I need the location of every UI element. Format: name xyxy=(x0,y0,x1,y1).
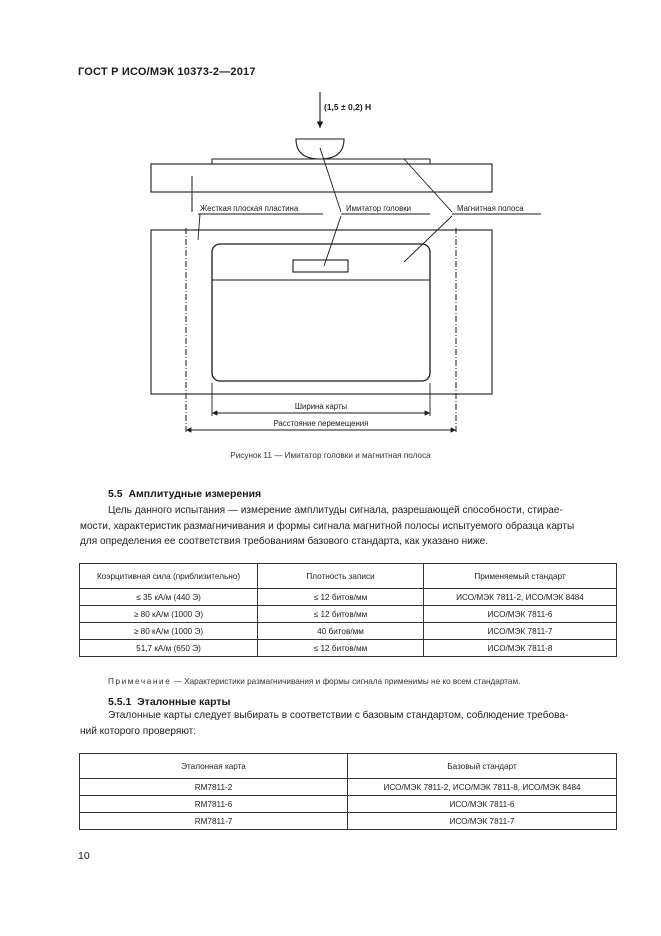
travel-distance-label: Расстояние перемещения xyxy=(273,419,369,428)
table-cell: ≤ 35 кА/м (440 Э) xyxy=(80,589,258,606)
table-row xyxy=(80,779,617,796)
table-cell: ≤ 12 битов/мм xyxy=(258,589,424,606)
force-label: (1,5 ± 0,2) Н xyxy=(324,102,372,112)
coercivity-table xyxy=(79,563,617,657)
table-header-cell: Эталонная карта xyxy=(80,754,348,779)
magnetic-stripe-label: Магнитная полоса xyxy=(457,204,524,213)
table-cell: RM7811-2 xyxy=(80,779,348,796)
subsection-title: Эталонные карты xyxy=(137,696,231,708)
section-number: 5.5 xyxy=(108,488,123,500)
table-row xyxy=(80,796,617,813)
note-text: — Характеристики размагничивания и формы сигнала применимы не ко всем стандартам. xyxy=(173,677,521,686)
table-header-cell: Коэрцитивная сила (приблизительно) xyxy=(80,564,258,589)
note-label: Примечание xyxy=(108,677,172,686)
rigid-plate-label: Жесткая плоская пластина xyxy=(200,204,299,213)
table-cell: 51,7 кА/м (650 Э) xyxy=(80,640,258,657)
section-heading xyxy=(108,488,261,500)
subsection-heading xyxy=(108,696,231,708)
table-row xyxy=(80,640,617,657)
table-header-row xyxy=(80,754,617,779)
figure-caption: Рисунок 11 — Имитатор головки и магнитная полоса xyxy=(230,451,431,460)
document-header: ГОСТ Р ИСО/МЭК 10373-2—2017 xyxy=(78,66,256,78)
table-cell: 40 битов/мм xyxy=(258,623,424,640)
subsection-number: 5.5.1 xyxy=(108,696,132,708)
table-cell: RM7811-7 xyxy=(80,813,348,830)
head-simulator-label: Имитатор головки xyxy=(346,204,412,213)
paragraph-line: ний которого проверяют: xyxy=(80,725,197,737)
table-cell: ≥ 80 кА/м (1000 Э) xyxy=(80,623,258,640)
reference-cards-table xyxy=(79,753,617,830)
section-paragraph xyxy=(80,503,615,550)
page-number: 10 xyxy=(78,850,90,862)
paragraph-line: для определения ее соответствия требованиям базового стандарта, как указано ниже. xyxy=(80,536,489,547)
table-row xyxy=(80,813,617,830)
table-row xyxy=(80,623,617,640)
table-cell: ИСО/МЭК 7811-7 xyxy=(348,813,617,830)
paragraph-line: мости, характеристик размагничивания и формы сигнала магнитной полосы испытуемого образца карты xyxy=(80,520,575,532)
rigid-plate xyxy=(151,164,492,192)
table-cell: ≤ 12 битов/мм xyxy=(258,606,424,623)
table-header-cell: Применяемый стандарт xyxy=(424,564,617,589)
table-cell: ИСО/МЭК 7811-2, ИСО/МЭК 7811-8, ИСО/МЭК 8484 xyxy=(348,779,617,796)
head-window xyxy=(293,260,348,272)
table-header-cell: Плотность записи xyxy=(258,564,424,589)
table-header-row xyxy=(80,564,617,589)
table-cell: ИСО/МЭК 7811-6 xyxy=(348,796,617,813)
section-title: Амплитудные измерения xyxy=(128,488,262,500)
head-simulator-figure xyxy=(0,0,661,450)
table-cell: ИСО/МЭК 7811-6 xyxy=(424,606,617,623)
table-note xyxy=(108,677,520,686)
head-strip xyxy=(212,159,430,164)
table-cell: ИСО/МЭК 7811-8 xyxy=(424,640,617,657)
subsection-paragraph xyxy=(80,708,615,739)
table-row xyxy=(80,606,617,623)
paragraph-line: Эталонные карты следует выбирать в соответствии с базовым стандартом, соблюдение требова- xyxy=(108,710,569,721)
table-header-cell: Базовый стандарт xyxy=(348,754,617,779)
paragraph-line: Цель данного испытания — измерение амплитуды сигнала, разрешающей способности, стирае- xyxy=(108,505,563,516)
table-cell: ИСО/МЭК 7811-2, ИСО/МЭК 8484 xyxy=(424,589,617,606)
table-cell: ≤ 12 битов/мм xyxy=(258,640,424,657)
table-cell: RM7811-6 xyxy=(80,796,348,813)
card-width-label: Ширина карты xyxy=(294,402,348,411)
table-row xyxy=(80,589,617,606)
table-cell: ≥ 80 кА/м (1000 Э) xyxy=(80,606,258,623)
table-cell: ИСО/МЭК 7811-7 xyxy=(424,623,617,640)
